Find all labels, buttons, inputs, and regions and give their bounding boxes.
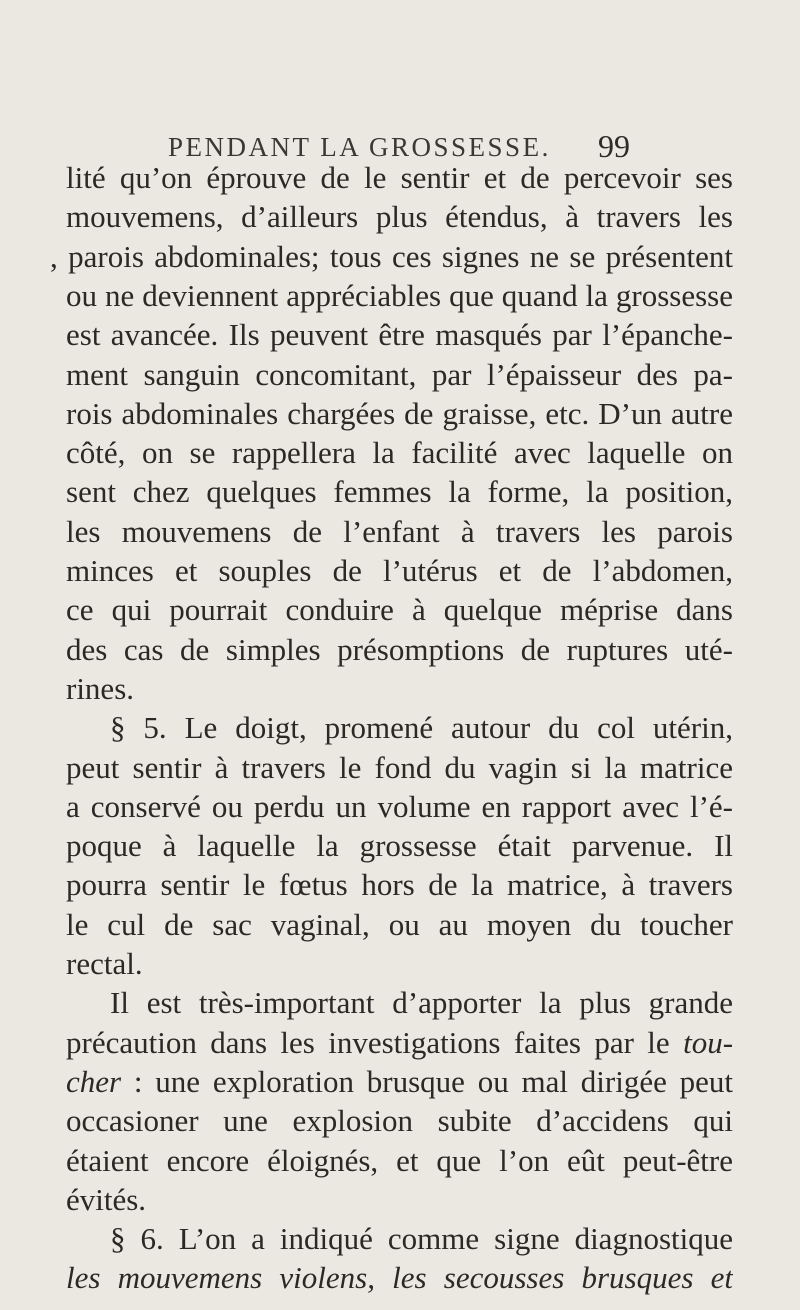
text-line: étaient encore éloignés, et que l’on eût peut-être — [66, 1142, 733, 1178]
text-line: sent chez quelques femmes la forme, la position, — [66, 474, 733, 510]
text-line: côté, on se rappellera la facilité avec laquelle on — [66, 435, 733, 471]
text-line: les mouvemens de l’enfant à travers les parois — [66, 513, 733, 549]
text-line: ou ne deviennent appréciables que quand la grossesse — [66, 277, 733, 313]
text-line: rois abdominales chargées de graisse, etc. D’un autre — [66, 395, 733, 431]
text-line: les mouvemens violens, les secousses brusques et — [66, 1260, 733, 1296]
text-line: ment sanguin concomitant, par l’épaisseur des pa- — [66, 356, 733, 392]
line-segment-italic: tou- — [683, 1024, 733, 1060]
line-segment: précaution dans les investigations faites par le — [66, 1024, 670, 1060]
text-line: est avancée. Ils peuvent être masqués par l’épanche- — [66, 317, 733, 353]
text-line: pourra sentir le fœtus hors de la matrice, à travers — [66, 867, 733, 903]
text-line: a conservé ou perdu un volume en rapport avec l’é- — [66, 788, 733, 824]
line-segment: : une exploration brusque ou mal dirigée peut — [133, 1063, 733, 1099]
text-line: rectal. — [66, 946, 143, 981]
text-line: ce qui pourrait conduire à quelque méprise dans — [66, 592, 733, 628]
text-line: minces et souples de l’utérus et de l’abdomen, — [66, 553, 733, 588]
text-line: poque à laquelle la grossesse était parvenue. Il — [66, 828, 733, 864]
running-title: PENDANT LA GROSSESSE. — [168, 132, 551, 162]
page-number: 99 — [598, 128, 630, 164]
text-line: évités. — [66, 1181, 147, 1217]
line-segment-italic: cher — [66, 1063, 122, 1099]
text-line — [66, 1023, 733, 1063]
text-line: § 6. L’on a indiqué comme signe diagnostique — [110, 1221, 733, 1257]
text-line: rines. — [66, 670, 135, 706]
text-line: mouvemens, d’ailleurs plus étendus, à travers les — [66, 199, 733, 235]
text-line: peut sentir à travers le fond du vagin si la matrice — [66, 749, 733, 785]
text-line: § 5. Le doigt, promené autour du col utérin, — [110, 710, 733, 746]
text-line — [66, 1062, 733, 1102]
text-line: , parois abdominales; tous ces signes ne se présentent — [50, 238, 733, 274]
text-line: Il est très-important d’apporter la plus grande — [110, 985, 733, 1021]
text-line: des cas de simples présomptions de ruptures uté- — [66, 631, 733, 667]
text-line: le cul de sac vaginal, ou au moyen du toucher — [66, 906, 733, 942]
text-line: lité qu’on éprouve de le sentir et de percevoir ses — [66, 160, 733, 195]
text-line: occasioner une explosion subite d’accidens qui — [66, 1103, 733, 1139]
